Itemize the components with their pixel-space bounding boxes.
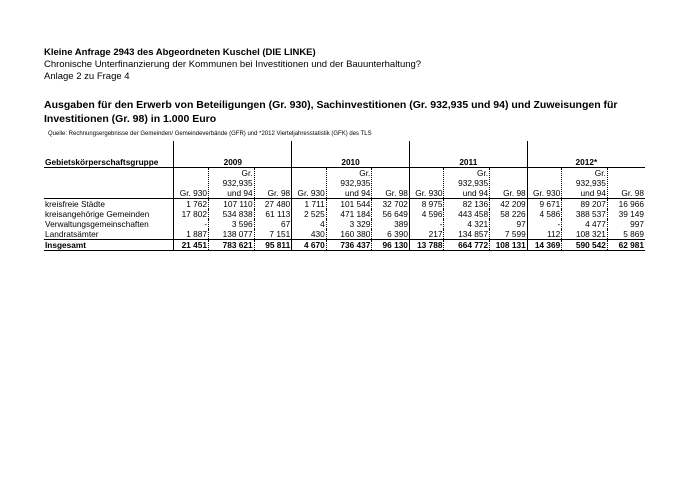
source-note: Quelle: Rechnungsergebnisse der Gemeinden/ Gemeindeverbände (GFR) und *2012 Vierteljahresstatistik (GFK) des TLS bbox=[48, 131, 372, 137]
row-label: Landratsämter bbox=[45, 229, 99, 239]
value-cell: 42 209 bbox=[490, 199, 528, 210]
value-cell: - bbox=[409, 219, 444, 229]
row-label: kreisfreie Städte bbox=[45, 199, 105, 209]
value-cell: - bbox=[174, 219, 209, 229]
value-cell: 82 136 bbox=[444, 199, 490, 210]
value-cell: 21 451 bbox=[174, 240, 209, 251]
value-cell: 997 bbox=[607, 219, 645, 229]
value-cell: 101 544 bbox=[326, 199, 372, 210]
value-cell: 107 110 bbox=[208, 199, 254, 210]
subheader-gr932-935-94: Gr. 932,935 und 94 bbox=[326, 168, 372, 199]
value-cell: 5 869 bbox=[607, 229, 645, 240]
subheader-gr932-935-94: Gr. 932,935 und 94 bbox=[444, 168, 490, 199]
value-cell: 1 887 bbox=[174, 229, 209, 240]
subheader-spacer bbox=[44, 168, 174, 199]
value-cell: 61 113 bbox=[254, 209, 292, 219]
value-cell: 89 207 bbox=[562, 199, 608, 210]
value-cell: 3 596 bbox=[208, 219, 254, 229]
value-cell: 4 bbox=[292, 219, 327, 229]
row-label: Verwaltungsgemeinschaften bbox=[45, 219, 149, 229]
value-cell: 32 702 bbox=[372, 199, 410, 210]
value-cell: 443 458 bbox=[444, 209, 490, 219]
value-cell: 39 149 bbox=[607, 209, 645, 219]
value-cell: 4 477 bbox=[562, 219, 608, 229]
value-cell: 97 bbox=[490, 219, 528, 229]
value-cell: 3 329 bbox=[326, 219, 372, 229]
value-cell: 62 981 bbox=[607, 240, 645, 251]
value-cell: 16 966 bbox=[607, 199, 645, 210]
table-row bbox=[44, 199, 645, 210]
subheader-gr930: Gr. 930 bbox=[409, 168, 444, 199]
table-row bbox=[44, 219, 645, 229]
value-cell: 138 077 bbox=[208, 229, 254, 240]
subheader-gr932-935-94: Gr. 932,935 und 94 bbox=[208, 168, 254, 199]
year-header-2009: 2009 bbox=[174, 141, 292, 168]
value-cell: - bbox=[527, 219, 562, 229]
value-cell: 4 596 bbox=[409, 209, 444, 219]
value-cell: 8 975 bbox=[409, 199, 444, 210]
value-cell: 1 711 bbox=[292, 199, 327, 210]
subheader-gr932-935-94: Gr. 932,935 und 94 bbox=[562, 168, 608, 199]
value-cell: 17 802 bbox=[174, 209, 209, 219]
value-cell: 664 772 bbox=[444, 240, 490, 251]
value-cell: 783 621 bbox=[208, 240, 254, 251]
value-cell: 4 586 bbox=[527, 209, 562, 219]
value-cell: 67 bbox=[254, 219, 292, 229]
value-cell: 9 671 bbox=[527, 199, 562, 210]
value-cell: 58 226 bbox=[490, 209, 528, 219]
value-cell: 160 380 bbox=[326, 229, 372, 240]
row-label: kreisangehörige Gemeinden bbox=[45, 209, 150, 219]
subheader-gr98: Gr. 98 bbox=[490, 168, 528, 199]
total-row bbox=[44, 240, 645, 251]
value-cell: 13 788 bbox=[409, 240, 444, 251]
subheader-gr98: Gr. 98 bbox=[254, 168, 292, 199]
subheader-gr930: Gr. 930 bbox=[174, 168, 209, 199]
value-cell: 7 151 bbox=[254, 229, 292, 240]
document-subject: Chronische Unterfinanzierung der Kommunen bei Investitionen und der Bauunterhaltung? bbox=[44, 59, 422, 70]
value-cell: 6 390 bbox=[372, 229, 410, 240]
value-cell: 95 811 bbox=[254, 240, 292, 251]
value-cell: 14 369 bbox=[527, 240, 562, 251]
table-row bbox=[44, 229, 645, 240]
subheader-gr98: Gr. 98 bbox=[607, 168, 645, 199]
value-cell: 4 670 bbox=[292, 240, 327, 251]
year-header-2012: 2012* bbox=[527, 141, 645, 168]
year-header-2010: 2010 bbox=[292, 141, 410, 168]
subheader-gr930: Gr. 930 bbox=[527, 168, 562, 199]
total-label: Insgesamt bbox=[44, 240, 174, 251]
value-cell: 590 542 bbox=[562, 240, 608, 251]
value-cell: 7 599 bbox=[490, 229, 528, 240]
value-cell: 108 321 bbox=[562, 229, 608, 240]
value-cell: 1 762 bbox=[174, 199, 209, 210]
value-cell: 96 130 bbox=[372, 240, 410, 251]
expenditure-table bbox=[44, 141, 645, 251]
value-cell: 134 857 bbox=[444, 229, 490, 240]
value-cell: 430 bbox=[292, 229, 327, 240]
value-cell: 27 480 bbox=[254, 199, 292, 210]
year-header-2011: 2011 bbox=[409, 141, 527, 168]
value-cell: 534 838 bbox=[208, 209, 254, 219]
value-cell: 56 649 bbox=[372, 209, 410, 219]
value-cell: 388 537 bbox=[562, 209, 608, 219]
subheader-gr98: Gr. 98 bbox=[372, 168, 410, 199]
attachment-label: Anlage 2 zu Frage 4 bbox=[44, 71, 130, 82]
table-title: Ausgaben für den Erwerb von Beteiligungen (Gr. 930), Sachinvestitionen (Gr. 932,935 und 94) und Zuweisungen für Investitionen (Gr. 98) in 1.000 Euro bbox=[44, 99, 618, 125]
value-cell: 2 525 bbox=[292, 209, 327, 219]
value-cell: 4 321 bbox=[444, 219, 490, 229]
subheader-gr930: Gr. 930 bbox=[292, 168, 327, 199]
value-cell: 471 184 bbox=[326, 209, 372, 219]
document-heading: Kleine Anfrage 2943 des Abgeordneten Kuschel (DIE LINKE) bbox=[44, 47, 316, 58]
subheader-row bbox=[44, 168, 645, 199]
value-cell: 217 bbox=[409, 229, 444, 240]
value-cell: 112 bbox=[527, 229, 562, 240]
table-row bbox=[44, 209, 645, 219]
year-header-row bbox=[44, 141, 645, 168]
value-cell: 736 437 bbox=[326, 240, 372, 251]
value-cell: 389 bbox=[372, 219, 410, 229]
value-cell: 108 131 bbox=[490, 240, 528, 251]
group-column-header: Gebietskörperschaftsgruppe bbox=[44, 141, 174, 168]
